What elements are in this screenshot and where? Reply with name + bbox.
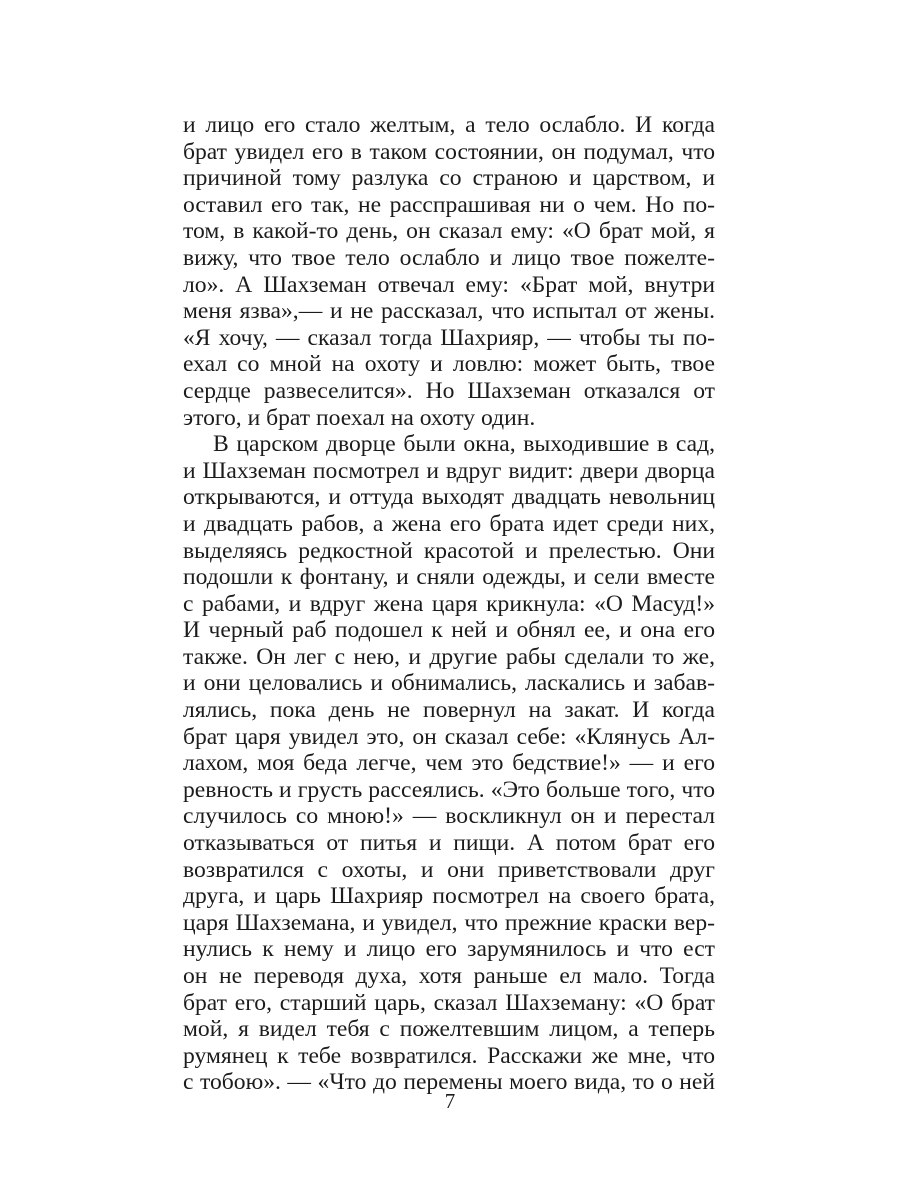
text-line: также. Он лег с нею, и другие рабы сделали то же, bbox=[183, 643, 715, 670]
text-line: лялись, пока день не повернул на закат. И когда bbox=[183, 697, 715, 724]
text-line: меня язва»,— и не рассказал, что испытал от жены. bbox=[183, 298, 715, 325]
text-line: брат царя увидел это, он сказал себе: «Клянусь Ал- bbox=[183, 723, 715, 750]
text-line: друга, и царь Шахрияр посмотрел на своего брата, bbox=[183, 883, 715, 910]
paragraph-last-line: этого, и брат поехал на охоту один. bbox=[183, 404, 536, 431]
body-text bbox=[183, 112, 715, 1096]
text-line: мой, я видел тебя с пожелтевшим лицом, а теперь bbox=[183, 1016, 715, 1043]
text-line: ло». А Шахземан отвечал ему: «Брат мой, внутри bbox=[183, 271, 715, 298]
text-line: брат его, старший царь, сказал Шахземану: «О брат bbox=[183, 989, 715, 1016]
text-line: вижу, что твое тело ослабло и лицо твое пожелте- bbox=[183, 244, 715, 271]
text-line: он не переводя духа, хотя раньше ел мало. Тогда bbox=[183, 963, 715, 989]
text-line: брат увидел его в таком состоянии, он подумал, что bbox=[183, 138, 715, 165]
text-line: и они целовались и обнимались, ласкались и забав- bbox=[183, 670, 715, 697]
text-line: и лицо его стало желтым, а тело ослабло. И когда bbox=[183, 112, 715, 138]
text-line: случилось со мною!» — воскликнул он и перестал bbox=[183, 803, 715, 830]
text-line: выделяясь редкостной красотой и прелестью. Они bbox=[183, 537, 715, 564]
text-line: с рабами, и вдруг жена царя крикнула: «О Масуд!» bbox=[183, 590, 715, 617]
text-line: И черный раб подошел к ней и обнял ее, и она его bbox=[183, 617, 715, 644]
text-line: румянец к тебе возвратился. Расскажи же мне, что bbox=[183, 1042, 715, 1069]
text-line: сердце развеселится». Но Шахземан отказался от bbox=[183, 377, 715, 404]
text-line: оставил его так, не расспрашивая ни о чем. Но по- bbox=[183, 191, 715, 218]
text-line: и двадцать рабов, а жена его брата идет среди них, bbox=[183, 510, 715, 537]
text-line: царя Шахземана, и увидел, что прежние краски вер- bbox=[183, 909, 715, 936]
text-line: лахом, моя беда легче, чем это бедствие!» — и его bbox=[183, 750, 715, 777]
text-line: ехал со мной на охоту и ловлю: может быть, твое bbox=[183, 351, 715, 378]
text-line: нулись к нему и лицо его зарумянилось и что ест bbox=[183, 936, 715, 963]
text-line: ревность и грусть рассеялись. «Это больше того, что bbox=[183, 776, 715, 803]
text-line: возвратился с охоты, и они приветствовали друг bbox=[183, 856, 715, 883]
text-line: и Шахземан посмотрел и вдруг видит: двери дворца bbox=[183, 457, 715, 484]
text-line: том, в какой-то день, он сказал ему: «О брат мой, я bbox=[183, 218, 715, 245]
text-line: открываются, и оттуда выходят двадцать невольниц bbox=[183, 484, 715, 511]
paragraph-first-line: В царском дворце были окна, выходившие в сад, bbox=[213, 431, 715, 458]
text-line: подошли к фонтану, и сняли одежды, и сели вместе bbox=[183, 564, 715, 591]
text-line: «Я хочу, — сказал тогда Шахрияр, — чтобы ты по- bbox=[183, 324, 715, 351]
text-line: причиной тому разлука со страною и царством, и bbox=[183, 165, 715, 192]
text-line: отказываться от питья и пищи. А потом брат его bbox=[183, 830, 715, 857]
text-line: с тобою». — «Что до перемены моего вида, то о ней bbox=[183, 1069, 715, 1096]
page-number: 7 bbox=[444, 1089, 456, 1113]
